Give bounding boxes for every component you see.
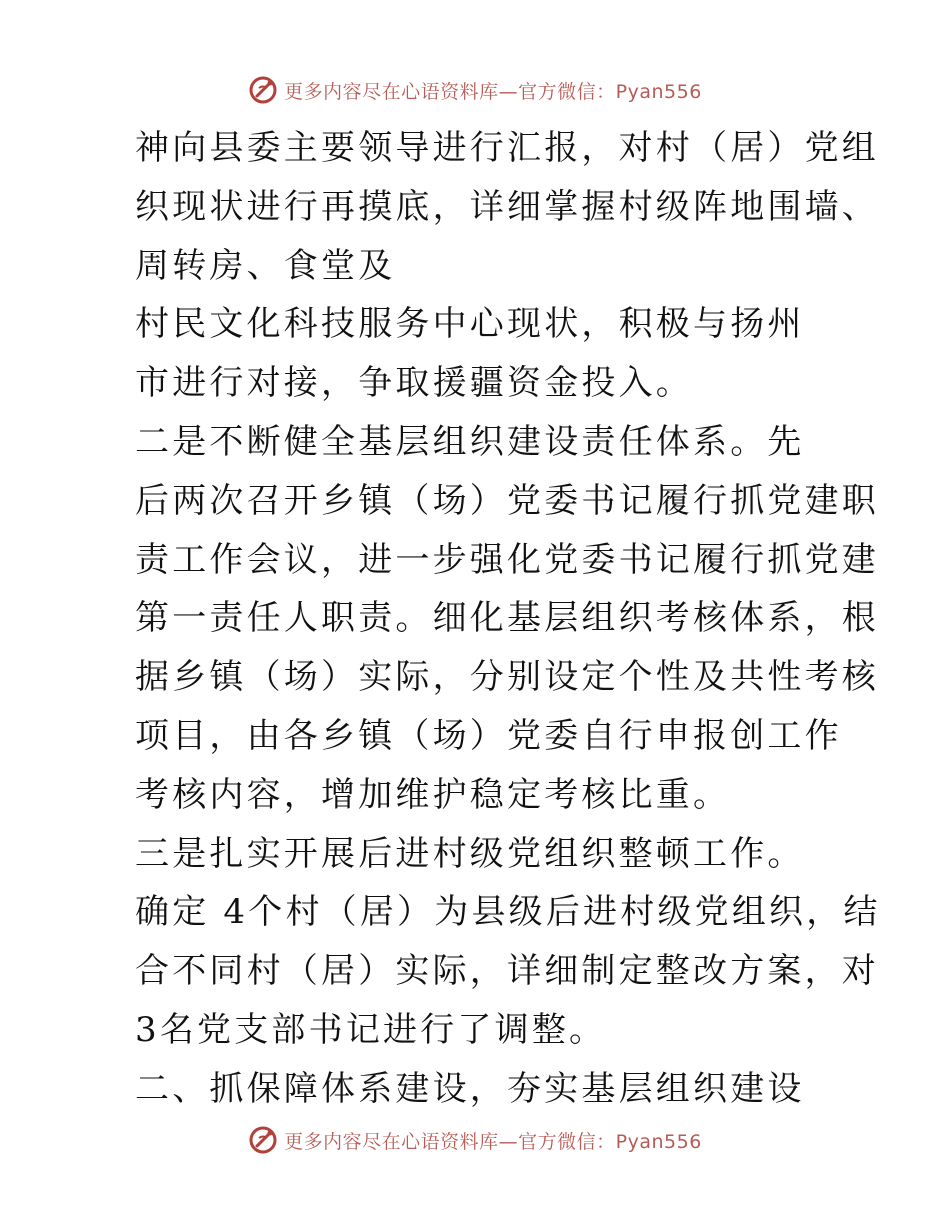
document-body — [135, 119, 881, 1119]
body-line: 市进行对接，争取援疆资金投入。 — [135, 363, 693, 404]
header-banner-inner — [248, 75, 702, 105]
body-line: 三是扎实开展后进村级党组织整顿工作。 — [135, 833, 805, 874]
body-line: 神向县委主要领导进行汇报，对村（居）党组 — [135, 128, 879, 168]
body-line: 确定 4个村（居）为县级后进村级党组织，结 — [135, 892, 881, 933]
footer-banner-inner — [248, 1125, 702, 1155]
body-line: 织现状进行再摸底，详细掌握村级阵地围墙、 — [135, 186, 879, 227]
body-line: 周转房、食堂及 — [135, 245, 396, 286]
body-line: 第一责任人职责。细化基层组织考核体系，根 — [135, 598, 879, 639]
body-line: 据乡镇（场）实际，分别设定个性及共性考核 — [135, 657, 879, 698]
header-banner — [0, 70, 950, 110]
header-banner-text: 更多内容尽在心语资料库—官方微信：Pyan556 — [284, 80, 702, 103]
body-line: 二、抓保障体系建设，夯实基层组织建设 — [135, 1068, 805, 1109]
footer-banner-text: 更多内容尽在心语资料库—官方微信：Pyan556 — [284, 1130, 702, 1153]
body-line: 后两次召开乡镇（场）党委书记履行抓党建职 — [135, 480, 879, 521]
body-line: 考核内容，增加维护稳定考核比重。 — [135, 774, 731, 815]
body-line: 责工作会议，进一步强化党委书记履行抓党建 — [135, 539, 879, 580]
body-line: 合不同村（居）实际，详细制定整改方案，对 — [135, 951, 879, 992]
body-line: 二是不断健全基层组织建设责任体系。先 — [135, 421, 805, 462]
brush-circle-icon — [248, 1125, 278, 1155]
body-line: 3名党支部书记进行了调整。 — [135, 1009, 607, 1050]
brush-circle-icon — [248, 75, 278, 105]
footer-banner — [0, 1120, 950, 1160]
body-line: 项目，由各乡镇（场）党委自行申报创工作 — [135, 715, 842, 756]
body-line: 村民文化科技服务中心现状，积极与扬州 — [135, 304, 805, 345]
